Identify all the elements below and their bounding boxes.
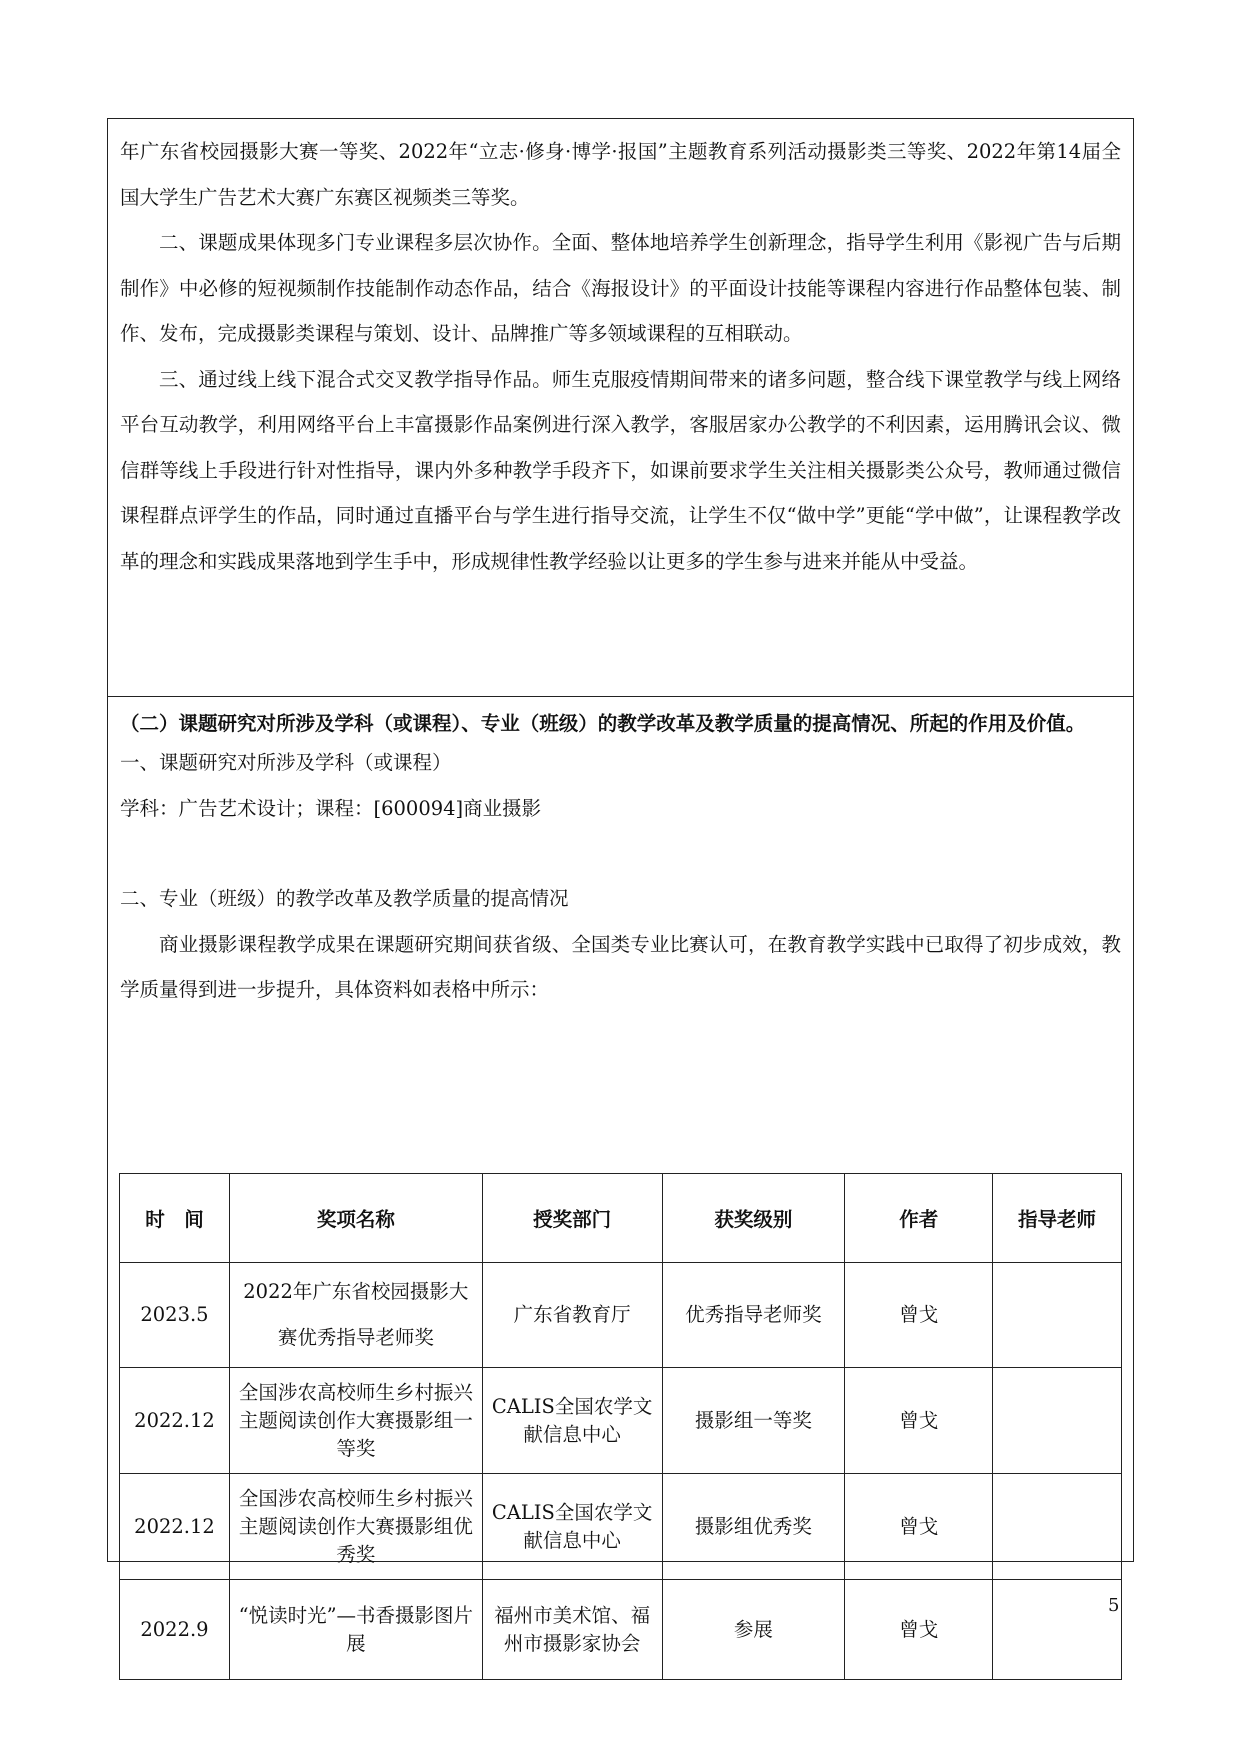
header-department: 授奖部门 (482, 1174, 662, 1263)
cell-award: 2022年广东省校园摄影大赛优秀指导老师奖 (229, 1263, 482, 1368)
achievements-section (108, 119, 1133, 697)
cell-author: 曾戈 (845, 1368, 993, 1474)
paragraph-continuation: 年广东省校园摄影大赛一等奖、2022年“立志·修身·博学·报国”主题教育系列活动摄影类三等奖、2022年第14届全国大学生广告艺术大赛广东赛区视频类三等奖。 (120, 140, 1121, 209)
cell-department: 福州市美术馆、福州市摄影家协会 (482, 1580, 662, 1680)
cell-time: 2022.9 (120, 1580, 230, 1680)
impact-section (108, 697, 1133, 1655)
cell-author: 曾戈 (845, 1474, 993, 1580)
table-row (120, 1474, 1122, 1580)
cell-level: 优秀指导老师奖 (662, 1263, 845, 1368)
cell-time: 2022.12 (120, 1368, 230, 1474)
cell-department: CALIS全国农学文献信息中心 (482, 1474, 662, 1580)
section-heading: （二）课题研究对所涉及学科（或课程）、专业（班级）的教学改革及教学质量的提高情况、所起的作用及价值。 (120, 712, 1086, 735)
header-time: 时 间 (120, 1174, 230, 1263)
cell-author: 曾戈 (845, 1263, 993, 1368)
cell-advisor (993, 1263, 1122, 1368)
cell-time: 2023.5 (120, 1263, 230, 1368)
subheading-two: 二、专业（班级）的教学改革及教学质量的提高情况 (120, 887, 569, 910)
subject-line: 学科：广告艺术设计；课程：[600094]商业摄影 (120, 796, 542, 820)
cell-award: 全国涉农高校师生乡村振兴主题阅读创作大赛摄影组优秀奖 (229, 1474, 482, 1580)
spacer (120, 831, 1121, 876)
header-advisor: 指导老师 (993, 1174, 1122, 1263)
cell-award: “悦读时光”—书香摄影图片展 (229, 1580, 482, 1680)
paragraph-two: 二、课题成果体现多门专业课程多层次协作。全面、整体地培养学生创新理念，指导学生利用《影视广告与后期制作》中必修的短视频制作技能制作动态作品，结合《海报设计》的平面设计技能等课程内容进行作品整体包装、制作、发布，完成摄影类课程与策划、设计、品牌推广等多领域课程的互相联动。 (120, 231, 1121, 345)
cell-advisor (993, 1368, 1122, 1474)
awards-table (119, 1173, 1122, 1680)
subheading-one: 一、课题研究对所涉及学科（或课程） (120, 751, 452, 774)
cell-advisor (993, 1580, 1122, 1680)
cell-level: 摄影组优秀奖 (662, 1474, 845, 1580)
cell-advisor (993, 1474, 1122, 1580)
cell-level: 参展 (662, 1580, 845, 1680)
table-header-row (120, 1174, 1122, 1263)
cell-time: 2022.12 (120, 1474, 230, 1580)
page-number: 5 (1108, 1595, 1120, 1616)
header-award: 奖项名称 (229, 1174, 482, 1263)
table-row (120, 1368, 1122, 1474)
report-frame (107, 118, 1134, 1655)
cell-department: CALIS全国农学文献信息中心 (482, 1368, 662, 1474)
header-author: 作者 (845, 1174, 993, 1263)
body-paragraph: 商业摄影课程教学成果在课题研究期间获省级、全国类专业比赛认可，在教育教学实践中已取得了初步成效，教学质量得到进一步提升，具体资料如表格中所示： (120, 932, 1121, 1001)
header-level: 获奖级别 (662, 1174, 845, 1263)
paragraph-three: 三、通过线上线下混合式交叉教学指导作品。师生克服疫情期间带来的诸多问题，整合线下课堂教学与线上网络平台互动教学，利用网络平台上丰富摄影作品案例进行深入教学，客服居家办公教学的不利因素，运用腾讯会议、微信群等线上手段进行针对性指导，课内外多种教学手段齐下，如课前要求学生关注相关摄影类公众号，教师通过微信课程群点评学生的作品，同时通过直播平台与学生进行指导交流，让学生不仅“做中学”更能“学中做”，让课程教学改革的理念和实践成果落地到学生手中，形成规律性教学经验以让更多的学生参与进来并能从中受益。 (120, 367, 1121, 573)
table-row (120, 1580, 1122, 1680)
cell-author: 曾戈 (845, 1580, 993, 1680)
table-row (120, 1263, 1122, 1368)
cell-level: 摄影组一等奖 (662, 1368, 845, 1474)
cell-award: 全国涉农高校师生乡村振兴主题阅读创作大赛摄影组一等奖 (229, 1368, 482, 1474)
cell-department: 广东省教育厅 (482, 1263, 662, 1368)
